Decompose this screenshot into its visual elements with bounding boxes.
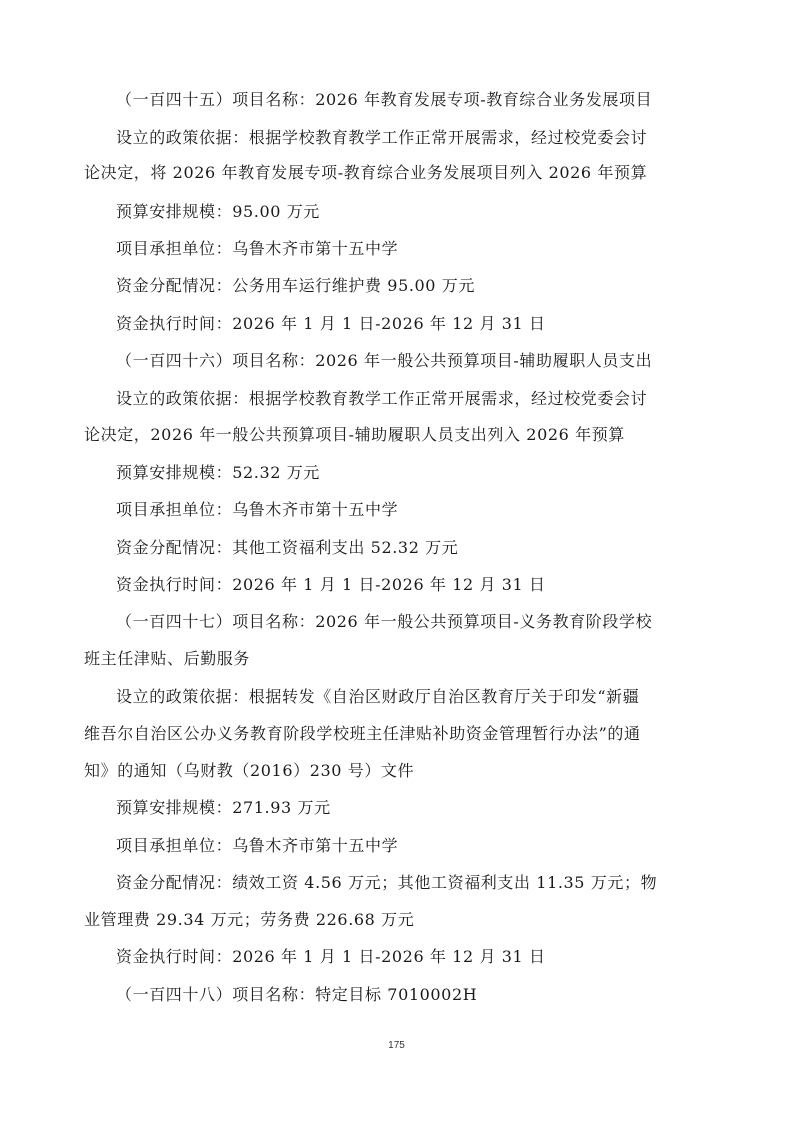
item-146-time: 资金执行时间：2026 年 1 月 1 日-2026 年 12 月 31 日	[116, 575, 546, 594]
item-147-basis: 设立的政策依据：根据转发《自治区财政厅自治区教育厅关于印发“新疆	[116, 687, 640, 706]
item-145-alloc: 资金分配情况：公务用车运行维护费 95.00 万元	[116, 276, 475, 295]
item-145-basis: 设立的政策依据：根据学校教育教学工作正常开展需求，经过校党委会讨	[116, 128, 648, 147]
item-146-unit: 项目承担单位：乌鲁木齐市第十五中学	[116, 500, 399, 519]
item-146-scale: 预算安排规模：52.32 万元	[116, 463, 320, 482]
item-147-unit: 项目承担单位：乌鲁木齐市第十五中学	[116, 836, 399, 855]
item-145-scale: 预算安排规模：95.00 万元	[116, 202, 320, 221]
item-147-time: 资金执行时间：2026 年 1 月 1 日-2026 年 12 月 31 日	[116, 947, 546, 966]
item-147-basis-cont-1: 维吾尔自治区公办义务教育阶段学校班主任津贴补助资金管理暂行办法”的通	[84, 724, 641, 743]
item-146-title: （一百四十六）项目名称：2026 年一般公共预算项目-辅助履职人员支出	[116, 351, 653, 370]
item-146-basis-cont: 论决定，2026 年一般公共预算项目-辅助履职人员支出列入 2026 年预算	[84, 425, 625, 444]
item-145-time: 资金执行时间：2026 年 1 月 1 日-2026 年 12 月 31 日	[116, 314, 546, 333]
item-145-title: （一百四十五）项目名称：2026 年教育发展专项-教育综合业务发展项目	[116, 90, 653, 109]
item-145-unit: 项目承担单位：乌鲁木齐市第十五中学	[116, 239, 399, 258]
item-145-basis-cont: 论决定，将 2026 年教育发展专项-教育综合业务发展项目列入 2026 年预算	[84, 163, 648, 182]
item-147-scale: 预算安排规模：271.93 万元	[116, 798, 331, 817]
page-number: 175	[388, 1040, 405, 1051]
item-147-title-cont: 班主任津贴、后勤服务	[84, 649, 251, 668]
item-148-title: （一百四十八）项目名称：特定目标 7010002H	[116, 985, 478, 1004]
item-147-basis-cont-2: 知》的通知（乌财教（2016）230 号）文件	[84, 761, 415, 780]
item-146-alloc: 资金分配情况：其他工资福利支出 52.32 万元	[116, 538, 459, 557]
item-146-basis: 设立的政策依据：根据学校教育教学工作正常开展需求，经过校党委会讨	[116, 389, 648, 408]
item-147-title: （一百四十七）项目名称：2026 年一般公共预算项目-义务教育阶段学校	[116, 612, 653, 631]
item-147-alloc: 资金分配情况：绩效工资 4.56 万元；其他工资福利支出 11.35 万元；物	[116, 873, 658, 892]
item-147-alloc-cont: 业管理费 29.34 万元；劳务费 226.68 万元	[84, 910, 415, 929]
